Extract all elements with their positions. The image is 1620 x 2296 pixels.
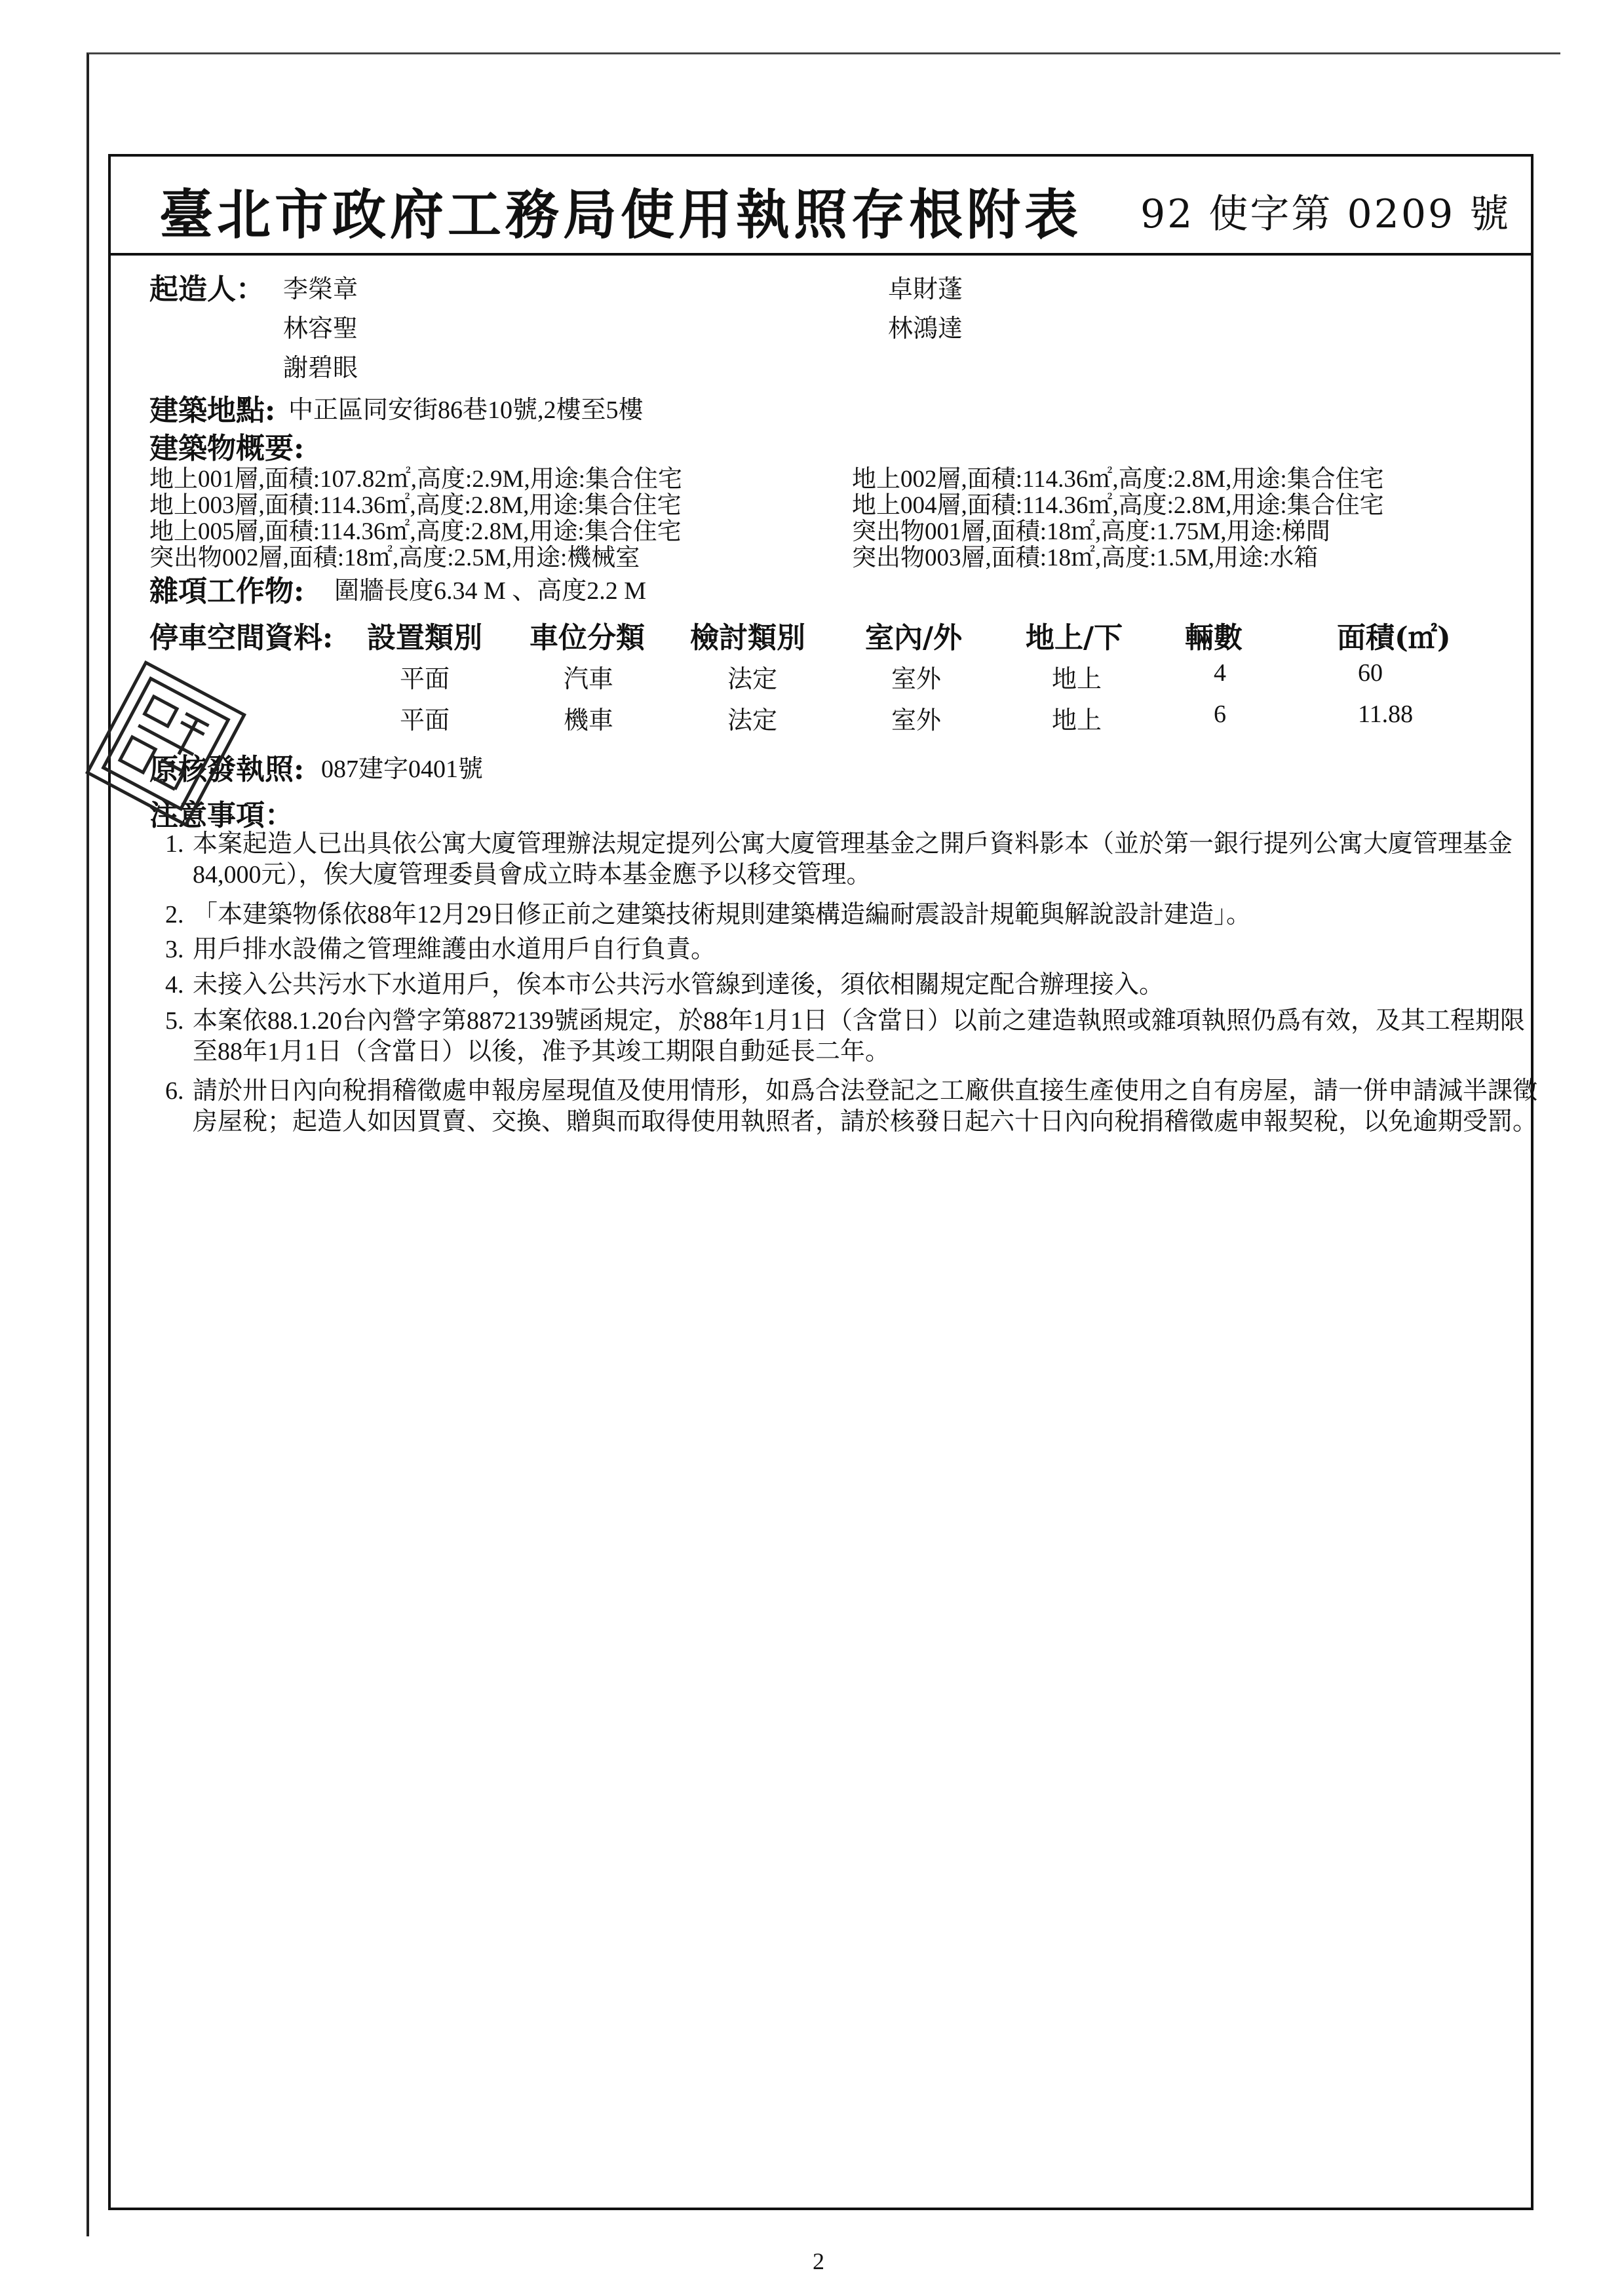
floor-row: 地上005層,面積:114.36㎡,高度:2.8M,用途:集合住宅 [149,518,682,545]
note-text: 「本建築物係依88年12月29日修正前之建築技術規則建築構造編耐震設計規範與解說設計建造」。 [193,901,1252,928]
builders-label: 起造人： [149,273,265,306]
note-item [165,900,1541,930]
note-item [165,1006,1541,1067]
notes-label: 注意事項： [149,799,294,832]
parking-header: 輛數 [1185,621,1243,655]
floor-row: 突出物003層,面積:18㎡,高度:1.5M,用途:水箱 [852,545,1319,571]
parking-cell: 11.88 [1358,700,1414,728]
original-permit-label: 原核發執照: [149,753,305,786]
note-number: 1. [165,830,184,858]
note-item [165,829,1541,890]
permit-number: 92 使字第 0209 號 [1140,191,1511,237]
floor-row: 地上002層,面積:114.36㎡,高度:2.8M,用途:集合住宅 [852,466,1384,493]
parking-cell: 法定 [727,707,778,735]
floor-row: 突出物001層,面積:18㎡,高度:1.75M,用途:梯間 [852,518,1330,545]
parking-cell: 室外 [891,707,942,735]
parking-cell: 平面 [400,666,450,693]
overview-label: 建築物概要: [149,432,305,465]
parking-cell: 60 [1358,659,1383,687]
note-item [165,970,1541,1001]
parking-cell: 法定 [727,666,778,693]
parking-header: 室內/外 [865,621,963,655]
note-text: 本案起造人已出具依公寓大廈管理辦法規定提列公寓大廈管理基金之開戶資料影本（並於第一銀行提列公寓大廈管理基金84,000元），俟大廈管理委員會成立時本基金應予以移交管理。 [193,830,1513,889]
parking-cell: 地上 [1052,707,1102,735]
parking-label: 停車空間資料: [149,621,334,655]
title-row [108,154,1533,256]
note-text: 請於卅日內向稅捐稽徵處申報房屋現值及使用情形，如爲合法登記之工廠供直接生產使用之自有房屋，請一併申請減半課徵房屋稅；起造人如因買賣、交換、贈與而取得使用執照者，請於核發日起六十日內向稅捐稽徵處申報契稅，以免逾期受罰。 [193,1077,1538,1136]
builder-name: 林容聖 [283,315,358,343]
note-number: 5. [165,1007,184,1035]
note-item [165,934,1541,965]
floor-row: 突出物002層,面積:18㎡,高度:2.5M,用途:機械室 [149,545,640,571]
note-number: 3. [165,936,184,963]
note-text: 未接入公共污水下水道用戶，俟本市公共污水管線到達後，須依相關規定配合辦理接入。 [193,971,1165,999]
builder-name: 李榮章 [283,276,358,303]
parking-cell: 4 [1214,659,1226,687]
parking-header: 面積(㎡) [1337,621,1451,655]
note-text: 本案依88.1.20台內營字第8872139號函規定，於88年1月1日（含當日）以前之建造執照或雜項執照仍爲有效，及其工程期限至88年1月1日（含當日）以後，准予其竣工期限自動延長二年。 [193,1007,1526,1065]
note-number: 4. [165,971,184,999]
floor-row: 地上004層,面積:114.36㎡,高度:2.8M,用途:集合住宅 [852,492,1384,519]
site-label: 建築地點: [149,394,276,427]
page-number: 2 [813,2248,824,2274]
parking-cell: 機車 [564,707,614,735]
parking-header: 地上/下 [1026,621,1123,655]
builder-name: 謝碧眼 [283,354,358,382]
note-item [165,1076,1541,1138]
misc-value: 圍牆長度6.34 M 、高度2.2 M [334,577,647,605]
form-title: 臺北市政府工務局使用執照存根附表 [159,183,1083,246]
builder-name: 林鴻達 [888,315,963,343]
parking-cell: 6 [1214,700,1226,728]
parking-header: 設置類別 [367,621,482,655]
official-seal-stamp [84,655,248,832]
builder-name: 卓財蓬 [888,276,963,303]
parking-cell: 平面 [400,707,450,735]
parking-cell: 汽車 [564,666,614,693]
note-number: 6. [165,1077,184,1105]
note-text: 用戶排水設備之管理維護由水道用戶自行負責。 [193,936,716,963]
parking-header: 車位分類 [530,621,645,655]
misc-label: 雜項工作物: [149,575,305,608]
parking-cell: 室外 [891,666,942,693]
original-permit-value: 087建字0401號 [321,756,484,783]
floor-row: 地上003層,面積:114.36㎡,高度:2.8M,用途:集合住宅 [149,492,682,519]
parking-cell: 地上 [1052,666,1102,693]
note-number: 2. [165,901,184,928]
parking-header: 檢討類別 [690,621,805,655]
floor-row: 地上001層,面積:107.82㎡,高度:2.9M,用途:集合住宅 [149,466,682,493]
site-address: 中正區同安街86巷10號,2樓至5樓 [288,396,644,424]
